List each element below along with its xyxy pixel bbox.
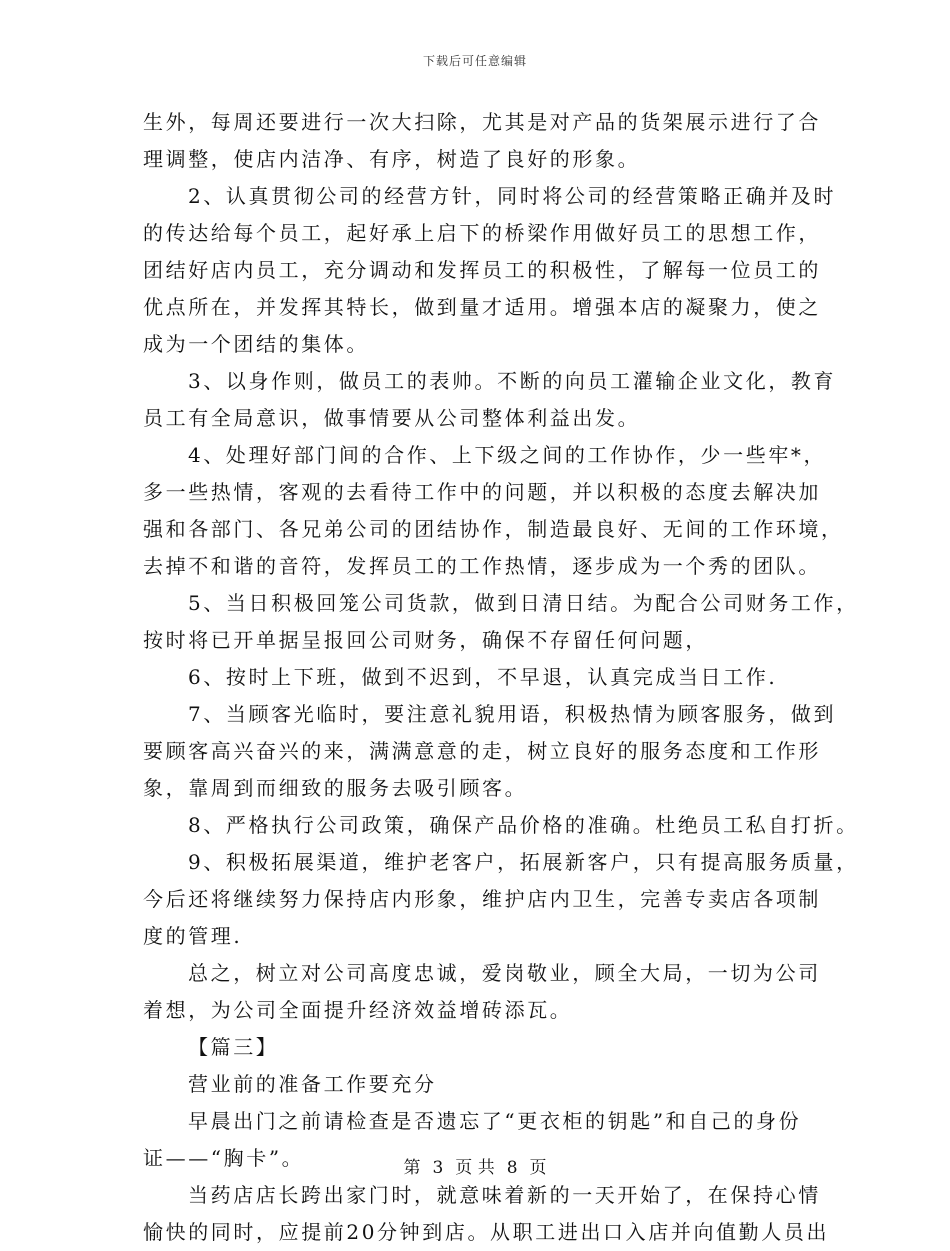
text-line: 优点所在，并发挥其特长，做到量才适用。增强本店的凝聚力，使之: [143, 295, 821, 319]
text-line: 7、当顾客光临时，要注意礼貌用语，积极热情为顾客服务，做到: [188, 702, 837, 726]
text-line: 营业前的准备工作要充分: [188, 1072, 437, 1096]
text-line: 的传达给每个员工，起好承上启下的桥梁作用做好员工的思想工作，: [143, 221, 821, 245]
text-line: 愉快的同时，应提前20分钟到店。从职工进出口入店并向值勤人员出: [143, 1220, 830, 1244]
footer-middle: 页 共: [455, 1158, 495, 1178]
text-line: 2、认真贯彻公司的经营方针，同时将公司的经营策略正确并及时: [188, 184, 837, 208]
text-line: 9、积极拓展渠道，维护老客户，拓展新客户，只有提高服务质量，: [188, 850, 859, 874]
page-header: [0, 52, 950, 69]
text-line: 理调整，使店内洁净、有序，树造了良好的形象。: [143, 147, 641, 171]
text-line: 员工有全局意识，做事情要从公司整体利益出发。: [143, 406, 641, 430]
text-line: 8、严格执行公司政策，确保产品价格的准确。杜绝员工私自打折。: [188, 813, 859, 837]
text-line: 5、当日积极回笼公司货款，做到日清日结。为配合公司财务工作，: [188, 591, 859, 615]
text-line: 强和各部门、各兄弟公司的团结协作，制造最良好、无间的工作环境，: [143, 517, 844, 541]
page-footer: [0, 1153, 950, 1178]
footer-prefix: 第: [403, 1158, 421, 1178]
text-line: 4、处理好部门间的合作、上下级之间的工作协作，少一些牢*，: [188, 443, 827, 467]
text-line: 今后还将继续努力保持店内形象，维护店内卫生，完善专卖店各项制: [143, 887, 821, 911]
text-line: 团结好店内员工，充分调动和发挥员工的积极性，了解每一位员工的: [143, 258, 821, 282]
footer-suffix: 页: [529, 1158, 547, 1178]
text-line: 早晨出门之前请检查是否遗忘了“更衣柜的钥匙”和自己的身份: [188, 1109, 802, 1133]
document-body: [143, 104, 859, 1251]
text-line: 成为一个团结的集体。: [143, 332, 369, 356]
text-line: 【篇三】: [188, 1035, 279, 1059]
text-line: 多一些热情，客观的去看待工作中的问题，并以积极的态度去解决加: [143, 480, 821, 504]
text-line: 当药店店长跨出家门时，就意味着新的一天开始了，在保持心情: [188, 1183, 821, 1207]
text-line: 3、以身作则，做员工的表帅。不断的向员工灌输企业文化，教育: [188, 369, 837, 393]
header-note: 下载后可任意编辑: [422, 54, 527, 68]
text-line: 要顾客高兴奋兴的来，满满意意的走，树立良好的服务态度和工作形: [143, 739, 821, 763]
text-line: 度的管理.: [143, 924, 243, 948]
current-page-number: 3: [432, 1158, 444, 1178]
text-line: 生外，每周还要进行一次大扫除，尤其是对产品的货架展示进行了合: [143, 110, 821, 134]
text-line: 去掉不和谐的音符，发挥员工的工作热情，逐步成为一个秀的团队。: [143, 554, 821, 578]
text-line: 6、按时上下班，做到不迟到，不早退，认真完成当日工作.: [188, 665, 778, 689]
text-line: 按时将已开单据呈报回公司财务，确保不存留任何问题，: [143, 628, 708, 652]
total-pages-number: 8: [506, 1158, 518, 1178]
text-line: 象，靠周到而细致的服务去吸引顾客。: [143, 776, 528, 800]
text-line: 着想，为公司全面提升经济效益增砖添瓦。: [143, 998, 573, 1022]
text-line: 总之，树立对公司高度忠诚，爱岗敬业，顾全大局，一切为公司: [188, 961, 821, 985]
text-line: 证——“胸卡”。: [143, 1146, 305, 1170]
